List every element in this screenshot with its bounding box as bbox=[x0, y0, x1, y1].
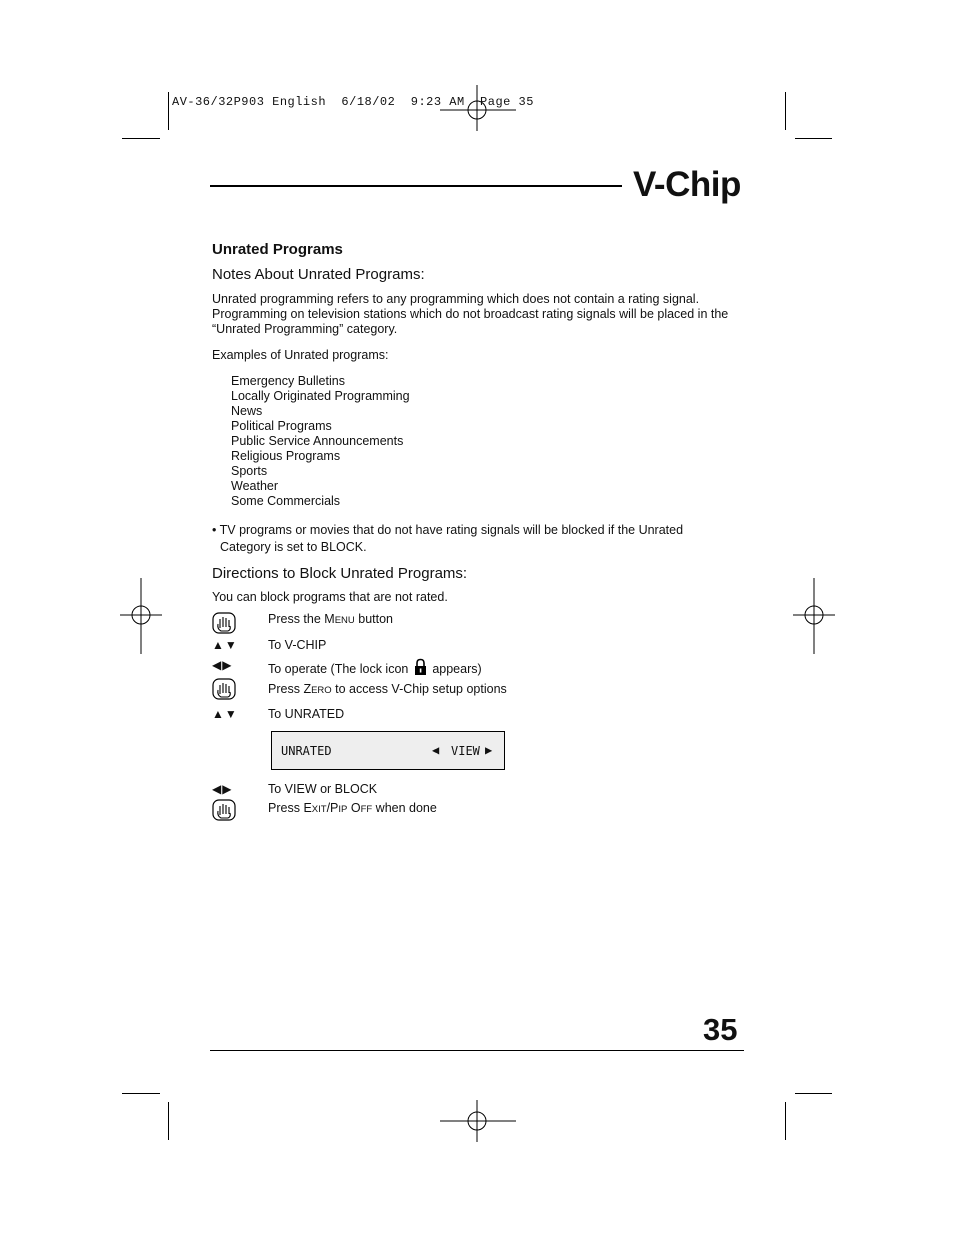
crop-mark bbox=[795, 138, 832, 139]
step-to-unrated bbox=[212, 707, 732, 729]
examples-intro: Examples of Unrated programs: bbox=[212, 348, 389, 362]
list-item: Public Service Announcements bbox=[231, 434, 404, 448]
remote-hand-button-icon bbox=[212, 678, 242, 703]
step-text: Press the MENU button bbox=[268, 612, 393, 626]
bullet-line: • TV programs or movies that do not have rating signals will be blocked if the Unrated bbox=[212, 523, 684, 537]
crop-mark bbox=[168, 1102, 169, 1140]
step-to-vchip bbox=[212, 638, 732, 660]
crop-mark bbox=[795, 1093, 832, 1094]
list-item: Political Programs bbox=[231, 419, 332, 433]
notes-heading: Notes About Unrated Programs: bbox=[212, 266, 425, 283]
left-right-arrows-icon: ◀▶ bbox=[212, 782, 233, 796]
registration-mark-icon bbox=[440, 1100, 516, 1142]
remote-hand-button-icon bbox=[212, 799, 242, 824]
up-down-arrows-icon: ▲▼ bbox=[212, 707, 238, 721]
section-heading: Unrated Programs bbox=[212, 241, 343, 258]
list-item: News bbox=[231, 404, 263, 418]
directions-heading: Directions to Block Unrated Programs: bbox=[212, 565, 468, 582]
crop-mark bbox=[122, 138, 160, 139]
crop-mark bbox=[785, 1102, 786, 1140]
list-item: Sports bbox=[231, 464, 268, 478]
step-text: Press EXIT/PIP OFF when done bbox=[268, 801, 437, 815]
osd-label: UNRATED bbox=[281, 744, 332, 758]
step-operate bbox=[212, 658, 732, 680]
page-title: V-Chip bbox=[633, 165, 741, 204]
page-number: 35 bbox=[703, 1012, 738, 1047]
crop-mark bbox=[168, 92, 169, 130]
footer-rule bbox=[210, 1050, 744, 1051]
osd-left-arrow-icon[interactable]: ◀ bbox=[432, 743, 440, 757]
list-item: Locally Originated Programming bbox=[231, 389, 410, 403]
osd-value[interactable]: VIEW bbox=[451, 744, 480, 758]
up-down-arrows-icon: ▲▼ bbox=[212, 638, 238, 652]
registration-mark-icon bbox=[120, 578, 162, 654]
step-press-zero bbox=[212, 678, 732, 700]
osd-right-arrow-icon[interactable]: ▶ bbox=[485, 743, 493, 757]
step-text: Press ZERO to access V-Chip setup options bbox=[268, 682, 507, 696]
step-text: To UNRATED bbox=[268, 707, 345, 721]
crop-mark bbox=[785, 92, 786, 130]
left-right-arrows-icon: ◀▶ bbox=[212, 658, 233, 672]
step-text: To operate (The lock icon appears) bbox=[268, 658, 482, 676]
onscreen-menu-unrated bbox=[271, 731, 505, 770]
examples-list bbox=[231, 374, 410, 509]
crop-mark bbox=[122, 1093, 160, 1094]
title-rule bbox=[210, 185, 622, 187]
print-header-stamp: AV-36/32P903 English 6/18/02 9:23 AM Page 35 bbox=[172, 95, 534, 109]
unrated-bullet-note bbox=[212, 522, 712, 556]
step-press-menu bbox=[212, 612, 732, 634]
registration-mark-icon bbox=[793, 578, 835, 654]
step-text: To VIEW or BLOCK bbox=[268, 782, 378, 796]
step-press-exit bbox=[212, 799, 732, 821]
lock-icon bbox=[414, 658, 427, 675]
list-item: Religious Programs bbox=[231, 449, 341, 463]
remote-hand-button-icon bbox=[212, 612, 242, 637]
bullet-line: Category is set to BLOCK. bbox=[220, 540, 367, 554]
list-item: Emergency Bulletins bbox=[231, 374, 345, 388]
list-item: Some Commercials bbox=[231, 494, 341, 508]
notes-paragraph: Unrated programming refers to any programming which does not contain a rating signal. Programming on television stations which do not broadcast rating signals will be placed in the “Unrated Programming” category. bbox=[212, 292, 729, 336]
list-item: Weather bbox=[231, 479, 279, 493]
step-text: To V-CHIP bbox=[268, 638, 327, 652]
directions-intro: You can block programs that are not rated. bbox=[212, 590, 448, 604]
